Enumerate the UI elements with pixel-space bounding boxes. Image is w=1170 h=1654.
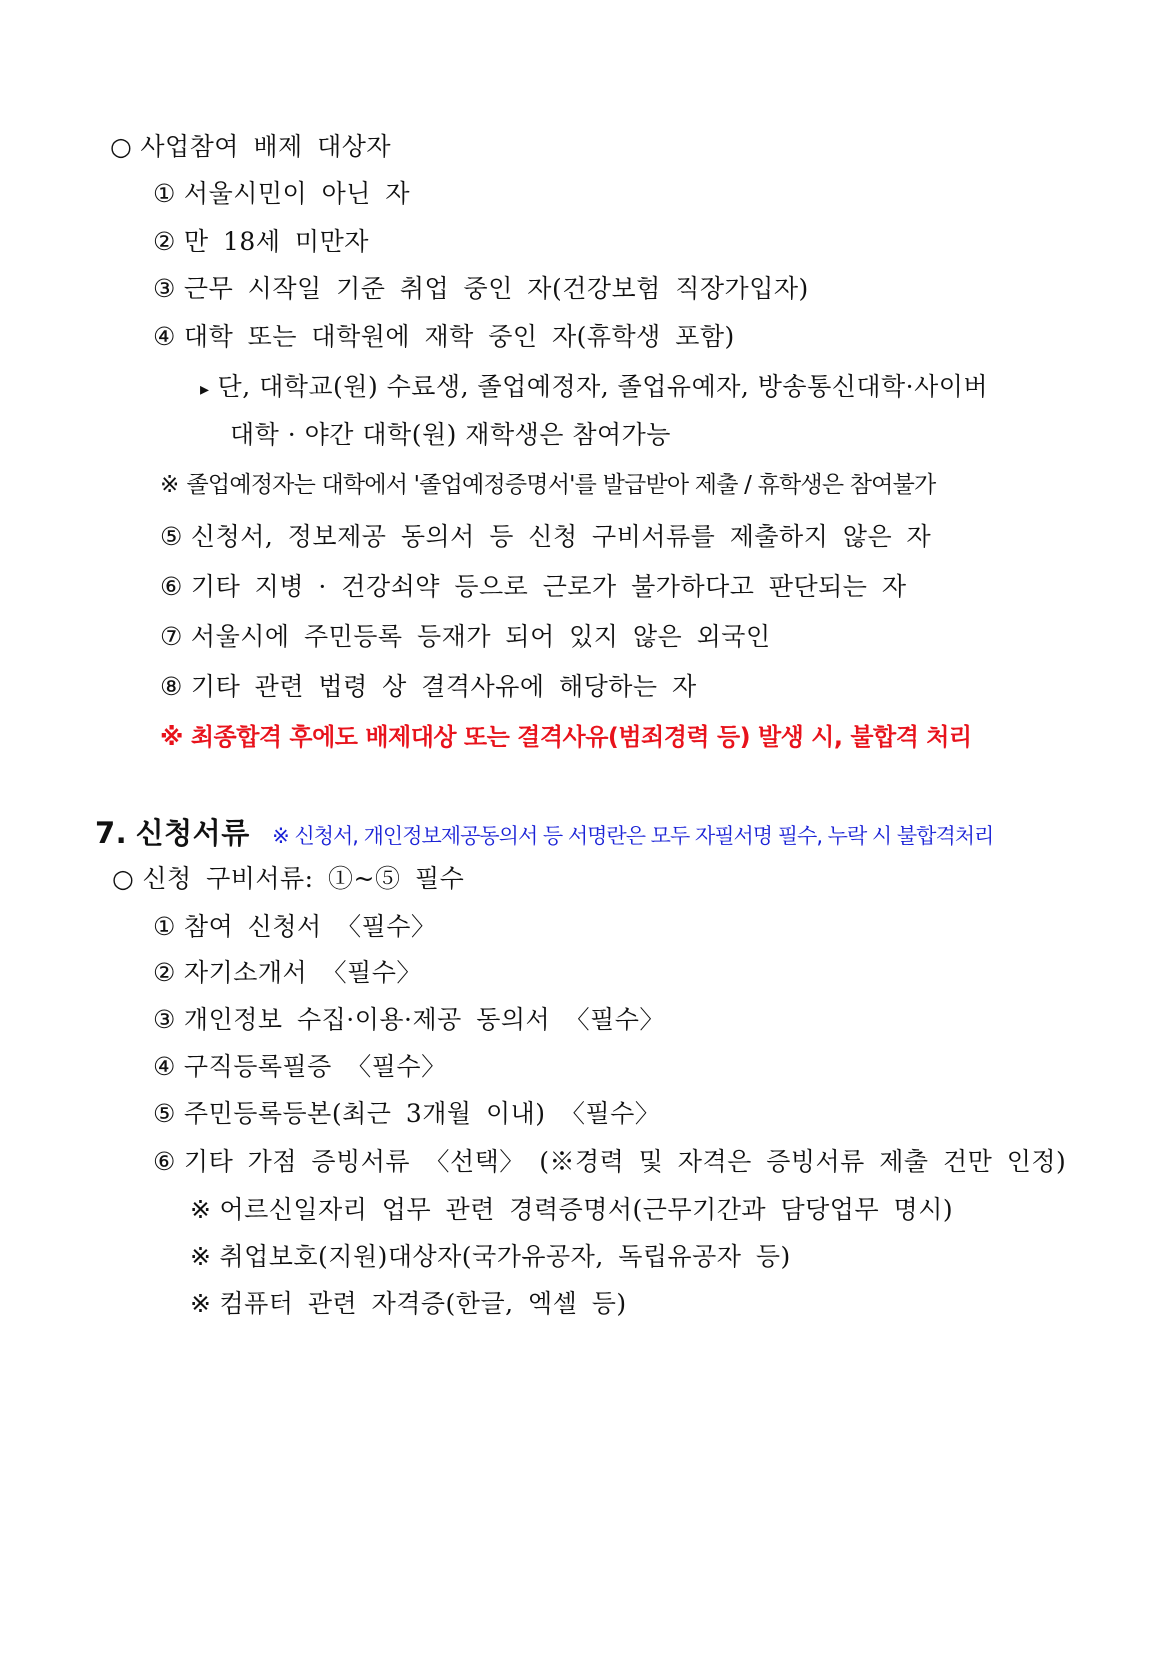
- doc-item-3: ③ 개인정보 수집·이용·제공 동의서 〈필수〉: [153, 1005, 665, 1034]
- circle-bullet-icon: ○: [112, 864, 135, 893]
- exclusion-item-2: ② 만 18세 미만자: [153, 227, 369, 256]
- reference-mark-icon: ※: [190, 1242, 212, 1271]
- doc-item-5: ⑤ 주민등록등본(최근 3개월 이내) 〈필수〉: [153, 1099, 661, 1128]
- exclusion-item-1: ① 서울시민이 아닌 자: [153, 179, 411, 208]
- exclusion-item-3: ③ 근무 시작일 기준 취업 중인 자(건강보험 직장가입자): [153, 274, 809, 303]
- reference-mark-icon: ※: [160, 472, 179, 498]
- doc-note-3: ※ 컴퓨터 관련 자격증(한글, 엑셀 등): [190, 1287, 627, 1321]
- reference-mark-icon: ※: [190, 1195, 212, 1224]
- exclusion-title: 사업참여 배제 대상자: [140, 132, 392, 161]
- reference-mark-icon: ※: [190, 1289, 212, 1318]
- exclusion-item-6: ⑥ 기타 지병 · 건강쇠약 등으로 근로가 불가하다고 판단되는 자: [160, 572, 907, 601]
- exclusion-note: ※ 졸업예정자는 대학에서 '졸업예정증명서'를 발급받아 제출 / 휴학생은 참여불가: [160, 468, 935, 502]
- doc-note-1: ※ 어르신일자리 업무 관련 경력증명서(근무기간과 담당업무 명시): [190, 1193, 953, 1227]
- exclusion-exception-line2: 대학 · 야간 대학(원) 재학생은 참여가능: [230, 420, 671, 449]
- circle-bullet-icon: ○: [110, 132, 133, 161]
- exclusion-item-8: ⑧ 기타 관련 법령 상 결격사유에 해당하는 자: [160, 672, 697, 701]
- section7-subheading: ○ 신청 구비서류: ①~⑤ 필수: [112, 862, 464, 896]
- exclusion-warning: ※ 최종합격 후에도 배제대상 또는 결격사유(범죄경력 등) 발생 시, 불합격 처리: [160, 720, 972, 754]
- exclusion-heading: [110, 130, 391, 164]
- exclusion-item-7: ⑦ 서울시에 주민등록 등재가 되어 있지 않은 외국인: [160, 622, 771, 651]
- doc-item-1: ① 참여 신청서 〈필수〉: [153, 912, 437, 941]
- exclusion-item-4: ④ 대학 또는 대학원에 재학 중인 자(휴학생 포함): [153, 322, 735, 351]
- section7-number: 7.: [95, 816, 128, 850]
- doc-item-6: ⑥ 기타 가점 증빙서류 〈선택〉 (※경력 및 자격은 증빙서류 제출 건만 인정): [153, 1147, 1067, 1176]
- exclusion-exception-line1: ▸ 단, 대학교(원) 수료생, 졸업예정자, 졸업유예자, 방송통신대학·사이버: [200, 370, 988, 407]
- doc-item-4: ④ 구직등록필증 〈필수〉: [153, 1052, 447, 1081]
- section7-title: 신청서류: [135, 816, 250, 850]
- triangle-bullet-icon: ▸: [200, 379, 210, 400]
- section7-heading: [95, 813, 993, 856]
- doc-item-2: ② 자기소개서 〈필수〉: [153, 958, 422, 987]
- doc-note-2: ※ 취업보호(지원)대상자(국가유공자, 독립유공자 등): [190, 1240, 791, 1274]
- section7-signature-note: ※ 신청서, 개인정보제공동의서 등 서명란은 모두 자필서명 필수, 누락 시 불합격처리: [272, 824, 994, 848]
- exclusion-item-5: ⑤ 신청서, 정보제공 동의서 등 신청 구비서류를 제출하지 않은 자: [160, 522, 932, 551]
- reference-mark-icon: ※: [160, 723, 183, 751]
